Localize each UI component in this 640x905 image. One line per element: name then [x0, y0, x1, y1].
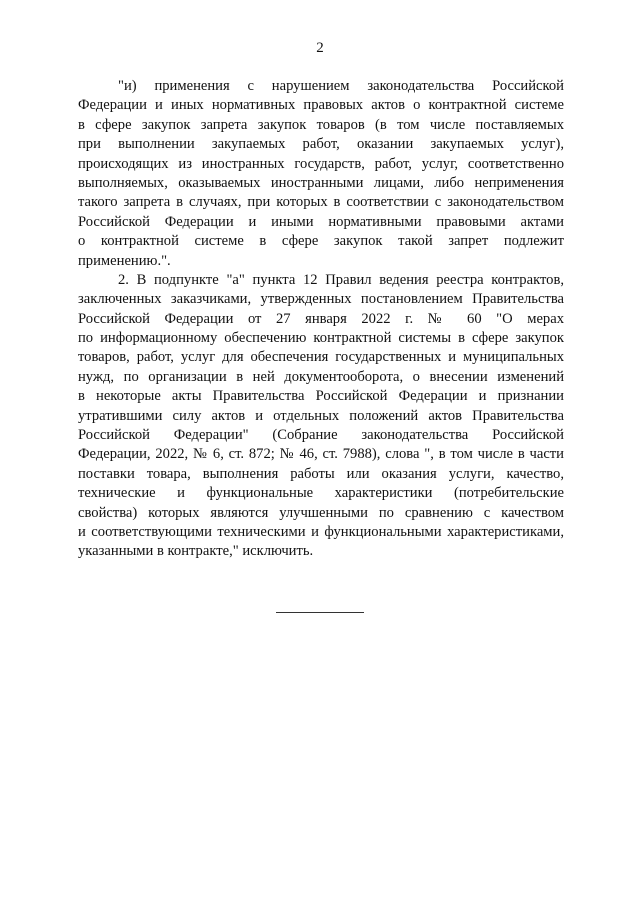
- text-line: Российской Федерации и иными нормативными правовыми актами: [78, 213, 564, 230]
- text-line: нужд, по организации в ней документооборота, о внесении изменений: [78, 368, 564, 385]
- text-line: о контрактной системе в сфере закупок такой запрет подлежит: [78, 233, 564, 250]
- document-body: [78, 77, 564, 562]
- text-line: заключенных заказчиками, утвержденных постановлением Правительства: [78, 291, 564, 308]
- text-line: и соответствующими техническими и функциональными характеристиками,: [78, 523, 564, 540]
- paragraph-subpoint-i: [78, 77, 564, 271]
- text-line: по информационному обеспечению контрактной системы в сфере закупок: [78, 330, 564, 347]
- text-line: 2. В подпункте "а" пункта 12 Правил ведения реестра контрактов,: [118, 271, 564, 288]
- page-number: 2: [316, 40, 324, 56]
- text-line: указанными в контракте," исключить.: [78, 543, 314, 560]
- end-separator-line: [276, 612, 364, 613]
- text-line: Федерации и иных нормативных правовых актов о контрактной системе: [78, 97, 564, 114]
- text-line: Российской Федерации" (Собрание законодательства Российской: [78, 427, 564, 444]
- text-line: поставки товара, выполнения работы или оказания услуги, качество,: [78, 465, 564, 482]
- text-line: технические и функциональные характеристики (потребительские: [78, 485, 564, 502]
- text-line: утратившими силу актов и отдельных положений актов Правительства: [78, 407, 564, 424]
- text-line: Федерации, 2022, № 6, ст. 872; № 46, ст. 7988), слова ", в том числе в части: [78, 446, 564, 463]
- text-line: происходящих из иностранных государств, работ, услуг, соответственно: [78, 155, 564, 172]
- text-line: при выполнении закупаемых работ, оказании закупаемых услуг),: [78, 136, 564, 153]
- text-line: в некоторые акты Правительства Российской Федерации и признании: [78, 388, 564, 405]
- text-line: товаров, работ, услуг для обеспечения государственных и муниципальных: [78, 349, 564, 366]
- text-line: такого запрета в случаях, при которых в соответствии с законодательством: [78, 194, 564, 211]
- text-line: выполняемых, оказываемых иностранными лицами, либо неприменения: [78, 174, 564, 191]
- text-line: применению.".: [78, 252, 171, 269]
- text-line: Российской Федерации от 27 января 2022 г. № 60 "О мерах: [78, 310, 564, 327]
- text-line: "и) применения с нарушением законодательства Российской: [118, 78, 564, 94]
- paragraph-item-2: [78, 271, 564, 562]
- text-line: свойства) которых являются улучшенными по сравнению с качеством: [78, 504, 564, 521]
- text-line: в сфере закупок запрета закупок товаров (в том числе поставляемых: [78, 116, 564, 133]
